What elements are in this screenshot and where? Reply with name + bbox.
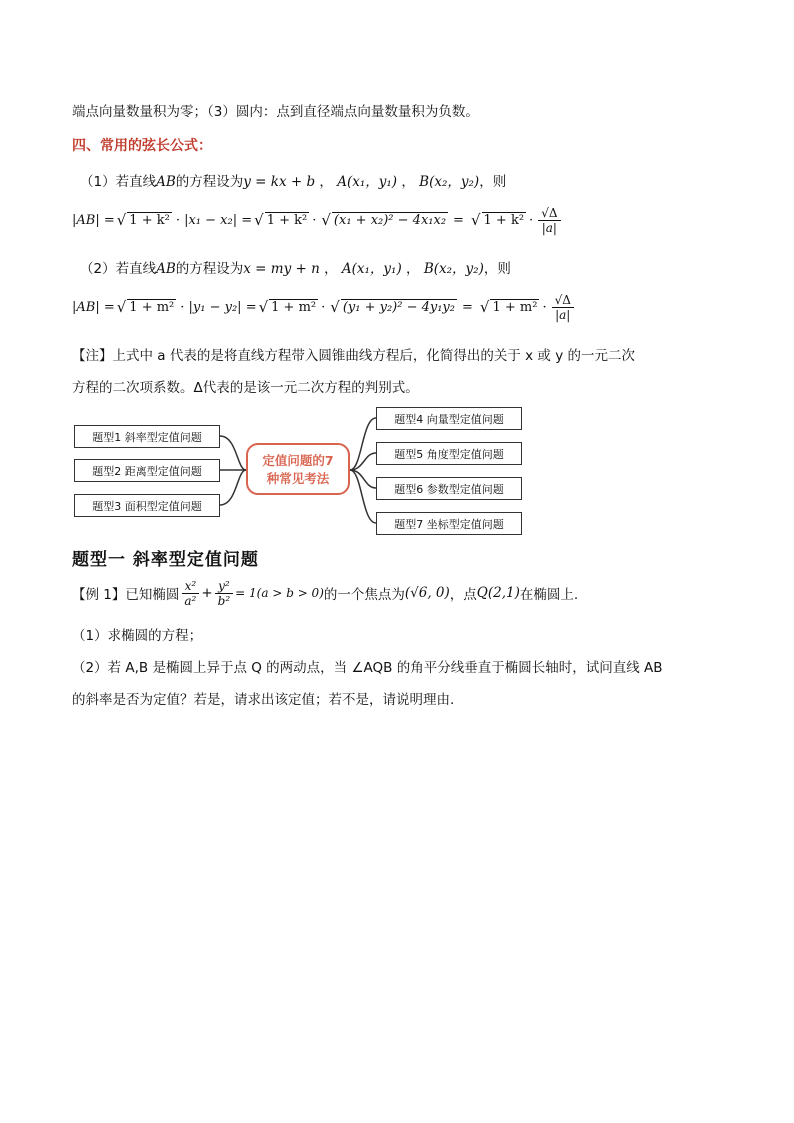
sqrt-symbol: √ [258, 298, 269, 316]
question-1: （1）求椭圆的方程； [72, 628, 203, 644]
example-frac1 [181, 579, 199, 608]
sqrt-symbol: √ [116, 298, 127, 316]
item2-ab: AB [156, 261, 176, 277]
mindmap-left-2: 题型2 距离型定值问题 [74, 459, 220, 482]
item2-line: （2）若直线AB的方程设为x = my + n ， A(x₁，y₁) ， B(x₂，y₂)，则 [80, 261, 511, 277]
sqrt-symbol: √ [116, 211, 127, 229]
example-prefix: 【例 1】已知椭圆 [72, 587, 180, 603]
formula1-part1: 1 + k² [129, 212, 170, 228]
formula1-part3: 1 + k² [266, 212, 308, 228]
example-1 [72, 578, 578, 608]
mindmap-center [246, 443, 350, 495]
formula2-fraction [552, 293, 574, 322]
formula2-lhs: |AB| = [72, 299, 115, 315]
mindmap-center-line1: 定值问题的7 [262, 453, 334, 468]
example-point-q: Q(2,1) [476, 585, 520, 601]
question-2-line-1: （2）若 A,B 是椭圆上异于点 Q 的两动点，当 ∠AQB 的角平分线垂直于椭圆长轴时，试问直线 AB [72, 660, 663, 676]
formula2-part2: · |y₁ − y₂| = [180, 299, 257, 315]
item2-eq: x = my + n [243, 261, 320, 277]
item1-suffix: ，则 [479, 174, 507, 190]
connector-left-1 [220, 436, 246, 470]
formula2-part3: 1 + m² [271, 299, 317, 315]
section-title: 题型一 斜率型定值问题 [72, 550, 259, 570]
formula-2: |AB| = √ 1 + m² · |y₁ − y₂| = √ 1 + m² · √ (y₁ + y₂)² − 4y₁y₂ = √ 1 + m² · $\frac{√\Delta}{|a|}$ [72, 287, 576, 327]
example-frac2 [215, 579, 234, 608]
formula1-lhs: |AB| = [72, 212, 115, 228]
example-plus: + [201, 585, 213, 601]
formula2-part4: (y₁ + y₂)² − 4y₁y₂ [342, 299, 455, 315]
mindmap-left-3: 题型3 面积型定值问题 [74, 494, 220, 517]
item1-mid: 的方程设为 [175, 174, 244, 190]
item1-ab: AB [156, 174, 176, 190]
item2-mid: 的方程设为 [175, 261, 244, 277]
example-suffix: 在椭圆上. [519, 587, 579, 603]
item1-prefix: （1）若直线 [80, 174, 157, 190]
formula1-num: √Δ [538, 206, 560, 221]
sqrt-symbol: √ [479, 298, 490, 316]
example-mid2: ，点 [449, 587, 477, 603]
question-2-line-2: 的斜率是否为定值？若是，请求出该定值；若不是，请说明理由. [72, 692, 455, 708]
formula1-den: |a| [541, 220, 557, 235]
mindmap-right-6: 题型6 参数型定值问题 [376, 477, 522, 500]
formula2-part1: 1 + m² [129, 299, 175, 315]
formula2-den: |a| [555, 307, 571, 322]
sqrt-symbol: √ [330, 298, 340, 316]
formula1-part5: 1 + k² [483, 212, 525, 228]
example-focus: (√6, 0) [404, 585, 450, 601]
example-frac2-den: b² [217, 593, 231, 608]
mindmap-right-4: 题型4 向量型定值问题 [376, 407, 522, 430]
example-frac1-den: a² [184, 593, 197, 608]
intro-line: 端点向量数量积为零；（3）圆内：点到直径端点向量数量积为负数。 [72, 104, 479, 120]
item2-pointB: B(x₂，y₂) [423, 261, 484, 277]
example-frac2-num: y² [215, 579, 233, 594]
item1-pointA: A(x₁，y₁) [337, 174, 398, 190]
item1-eq: y = kx + b [243, 174, 316, 190]
sqrt-symbol: √ [321, 211, 331, 229]
example-cond: = 1(a > b > 0) [235, 586, 324, 600]
item2-pointA: A(x₁，y₁) [341, 261, 402, 277]
item1-pointB: B(x₂，y₂) [419, 174, 480, 190]
connector-left-3 [220, 470, 246, 505]
item2-suffix: ，则 [483, 261, 511, 277]
item1-line: （1）若直线AB的方程设为y = kx + b ， A(x₁，y₁) ， B(x₂，y₂)，则 [80, 174, 507, 190]
mindmap-center-line2: 种常见考法 [266, 471, 330, 486]
formula1-part2: · |x₁ − x₂| = [175, 212, 253, 228]
mindmap [72, 412, 524, 536]
formula-1: |AB| = √ 1 + k² · |x₁ − x₂| = √ 1 + k² · √ (x₁ + x₂)² − 4x₁x₂ = √ 1 + k² · $\frac{√\Delta}{|a|}$ [72, 200, 563, 240]
heading-chord-length: 四、常用的弦长公式： [72, 138, 212, 154]
sqrt-symbol: √ [470, 211, 481, 229]
formula1-fraction [538, 206, 560, 235]
mindmap-right-5: 题型5 角度型定值问题 [376, 442, 522, 465]
note-line-2: 方程的二次项系数。Δ代表的是该一元二次方程的判别式。 [72, 380, 419, 396]
formula2-num: √Δ [552, 293, 574, 308]
item2-prefix: （2）若直线 [80, 261, 157, 277]
mindmap-left-1: 题型1 斜率型定值问题 [74, 425, 220, 448]
mindmap-right-7: 题型7 坐标型定值问题 [376, 512, 522, 535]
example-frac1-num: x² [182, 579, 200, 594]
formula2-part5: 1 + m² [492, 299, 538, 315]
sqrt-symbol: √ [254, 211, 264, 229]
note-line-1: 【注】上式中 a 代表的是将直线方程带入圆锥曲线方程后，化简得出的关于 x 或 y 的一元二次 [72, 348, 635, 364]
formula1-part4: (x₁ + x₂)² − 4x₁x₂ [333, 212, 447, 228]
example-mid: 的一个焦点为 [323, 587, 405, 603]
